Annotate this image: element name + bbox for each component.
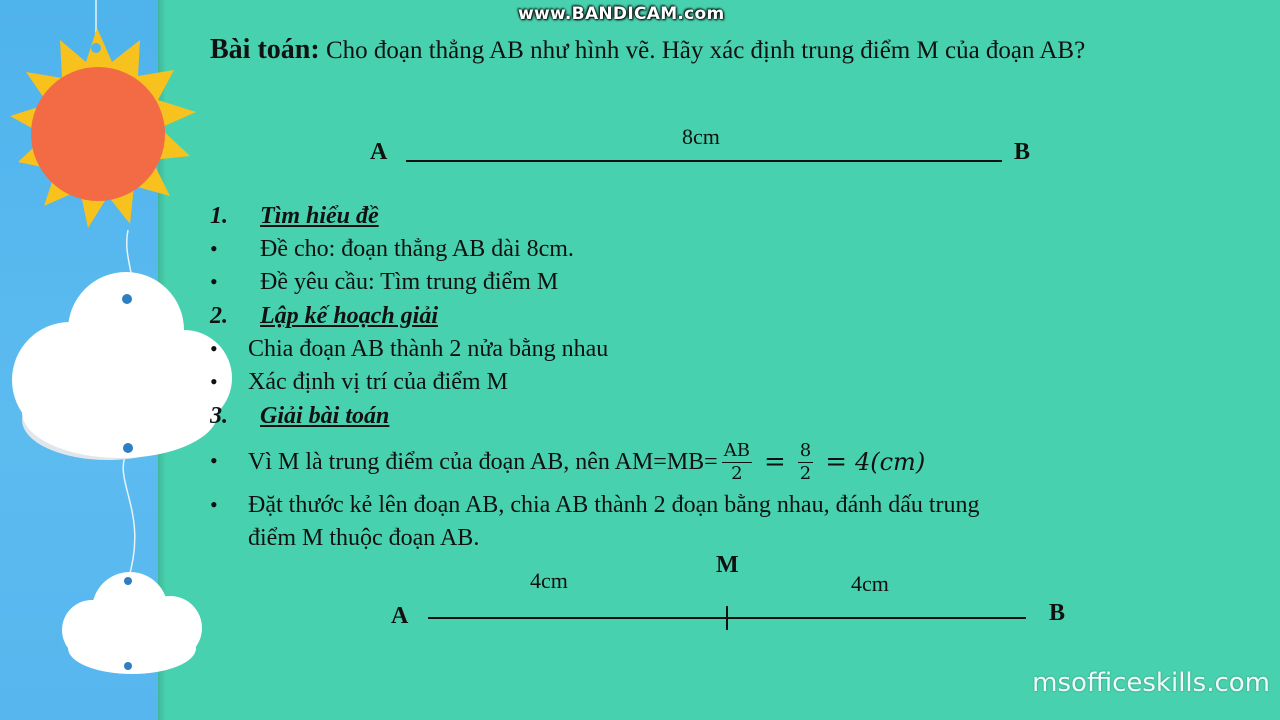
problem-label: Bài toán:: [210, 34, 320, 65]
step-3-heading: Giải bài toán: [260, 403, 390, 429]
msofficeskills-watermark: msofficeskills.com: [1032, 668, 1270, 698]
bullet-symbol: •: [210, 369, 218, 394]
step-2-bullet-2: Xác định vị trí của điểm M: [248, 369, 508, 395]
bullet-symbol: •: [210, 236, 218, 261]
bullet-symbol: •: [210, 492, 218, 517]
equals-sign: =: [763, 447, 786, 477]
fraction-numerator: AB: [723, 439, 750, 461]
problem-title: [210, 34, 1085, 66]
step-1-bullet-1: Đề cho: đoạn thẳng AB dài 8cm.: [260, 236, 574, 262]
bullet-symbol: •: [210, 269, 218, 294]
bullet-symbol: •: [210, 448, 218, 473]
step-2-bullet-1: Chia đoạn AB thành 2 nửa bằng nhau: [248, 336, 609, 362]
sun-icon: [10, 28, 196, 228]
bullet-symbol: •: [210, 336, 218, 361]
sun-core: [31, 67, 165, 201]
formula-result: 4(cm): [854, 448, 926, 476]
step-1-heading-row: [210, 201, 379, 231]
segment1-line: [406, 160, 1002, 162]
cloud-icon-small: [62, 572, 202, 674]
midpoint-formula: [718, 440, 925, 485]
segment2-point-b: B: [1049, 600, 1066, 626]
step-3-heading-row: [210, 401, 389, 431]
segment1-point-b: B: [1014, 139, 1031, 165]
segment1-length: 8cm: [682, 124, 720, 149]
fraction-8-over-2: [798, 440, 813, 485]
problem-text: Cho đoạn thẳng AB như hình vẽ. Hãy xác định trung điểm M của đoạn AB?: [325, 37, 1086, 64]
fraction-denominator: 2: [731, 462, 743, 484]
step-3-bullet-2-continued: điểm M thuộc đoạn AB.: [248, 525, 480, 551]
step-2-heading: Lập kế hoạch giải: [260, 303, 438, 329]
sun-and-clouds-decoration: [0, 0, 260, 720]
segment1-point-a: A: [370, 139, 388, 165]
step-3-bullet-1-text: Vì M là trung điểm của đoạn AB, nên AM=MB=: [248, 449, 718, 475]
step-3-number: 3.: [210, 403, 228, 429]
step-3-bullet-1: [248, 432, 925, 492]
segment2-point-m: M: [716, 552, 739, 578]
step-1-heading: Tìm hiểu đề: [260, 203, 379, 229]
step-3-bullet-2: Đặt thước kẻ lên đoạn AB, chia AB thành 2 đoạn bằng nhau, đánh dấu trung: [248, 492, 980, 518]
fraction-numerator: 8: [799, 439, 812, 461]
bandicam-watermark: www.BANDICAM.com: [518, 4, 725, 24]
segment2-point-a: A: [391, 603, 409, 629]
fraction-denominator: 2: [799, 462, 812, 484]
segment2-left-length: 4cm: [530, 568, 568, 593]
step-2-heading-row: [210, 301, 438, 331]
segment2-right-length: 4cm: [851, 571, 889, 596]
cloud-icon-large: [12, 272, 232, 460]
equals-sign: =: [825, 447, 847, 477]
step-2-number: 2.: [210, 303, 228, 329]
midpoint-tick: [726, 606, 728, 630]
fraction-ab-over-2: [722, 440, 752, 485]
step-1-bullet-2: Đề yêu cầu: Tìm trung điểm M: [260, 269, 559, 295]
step-1-number: 1.: [210, 203, 228, 229]
